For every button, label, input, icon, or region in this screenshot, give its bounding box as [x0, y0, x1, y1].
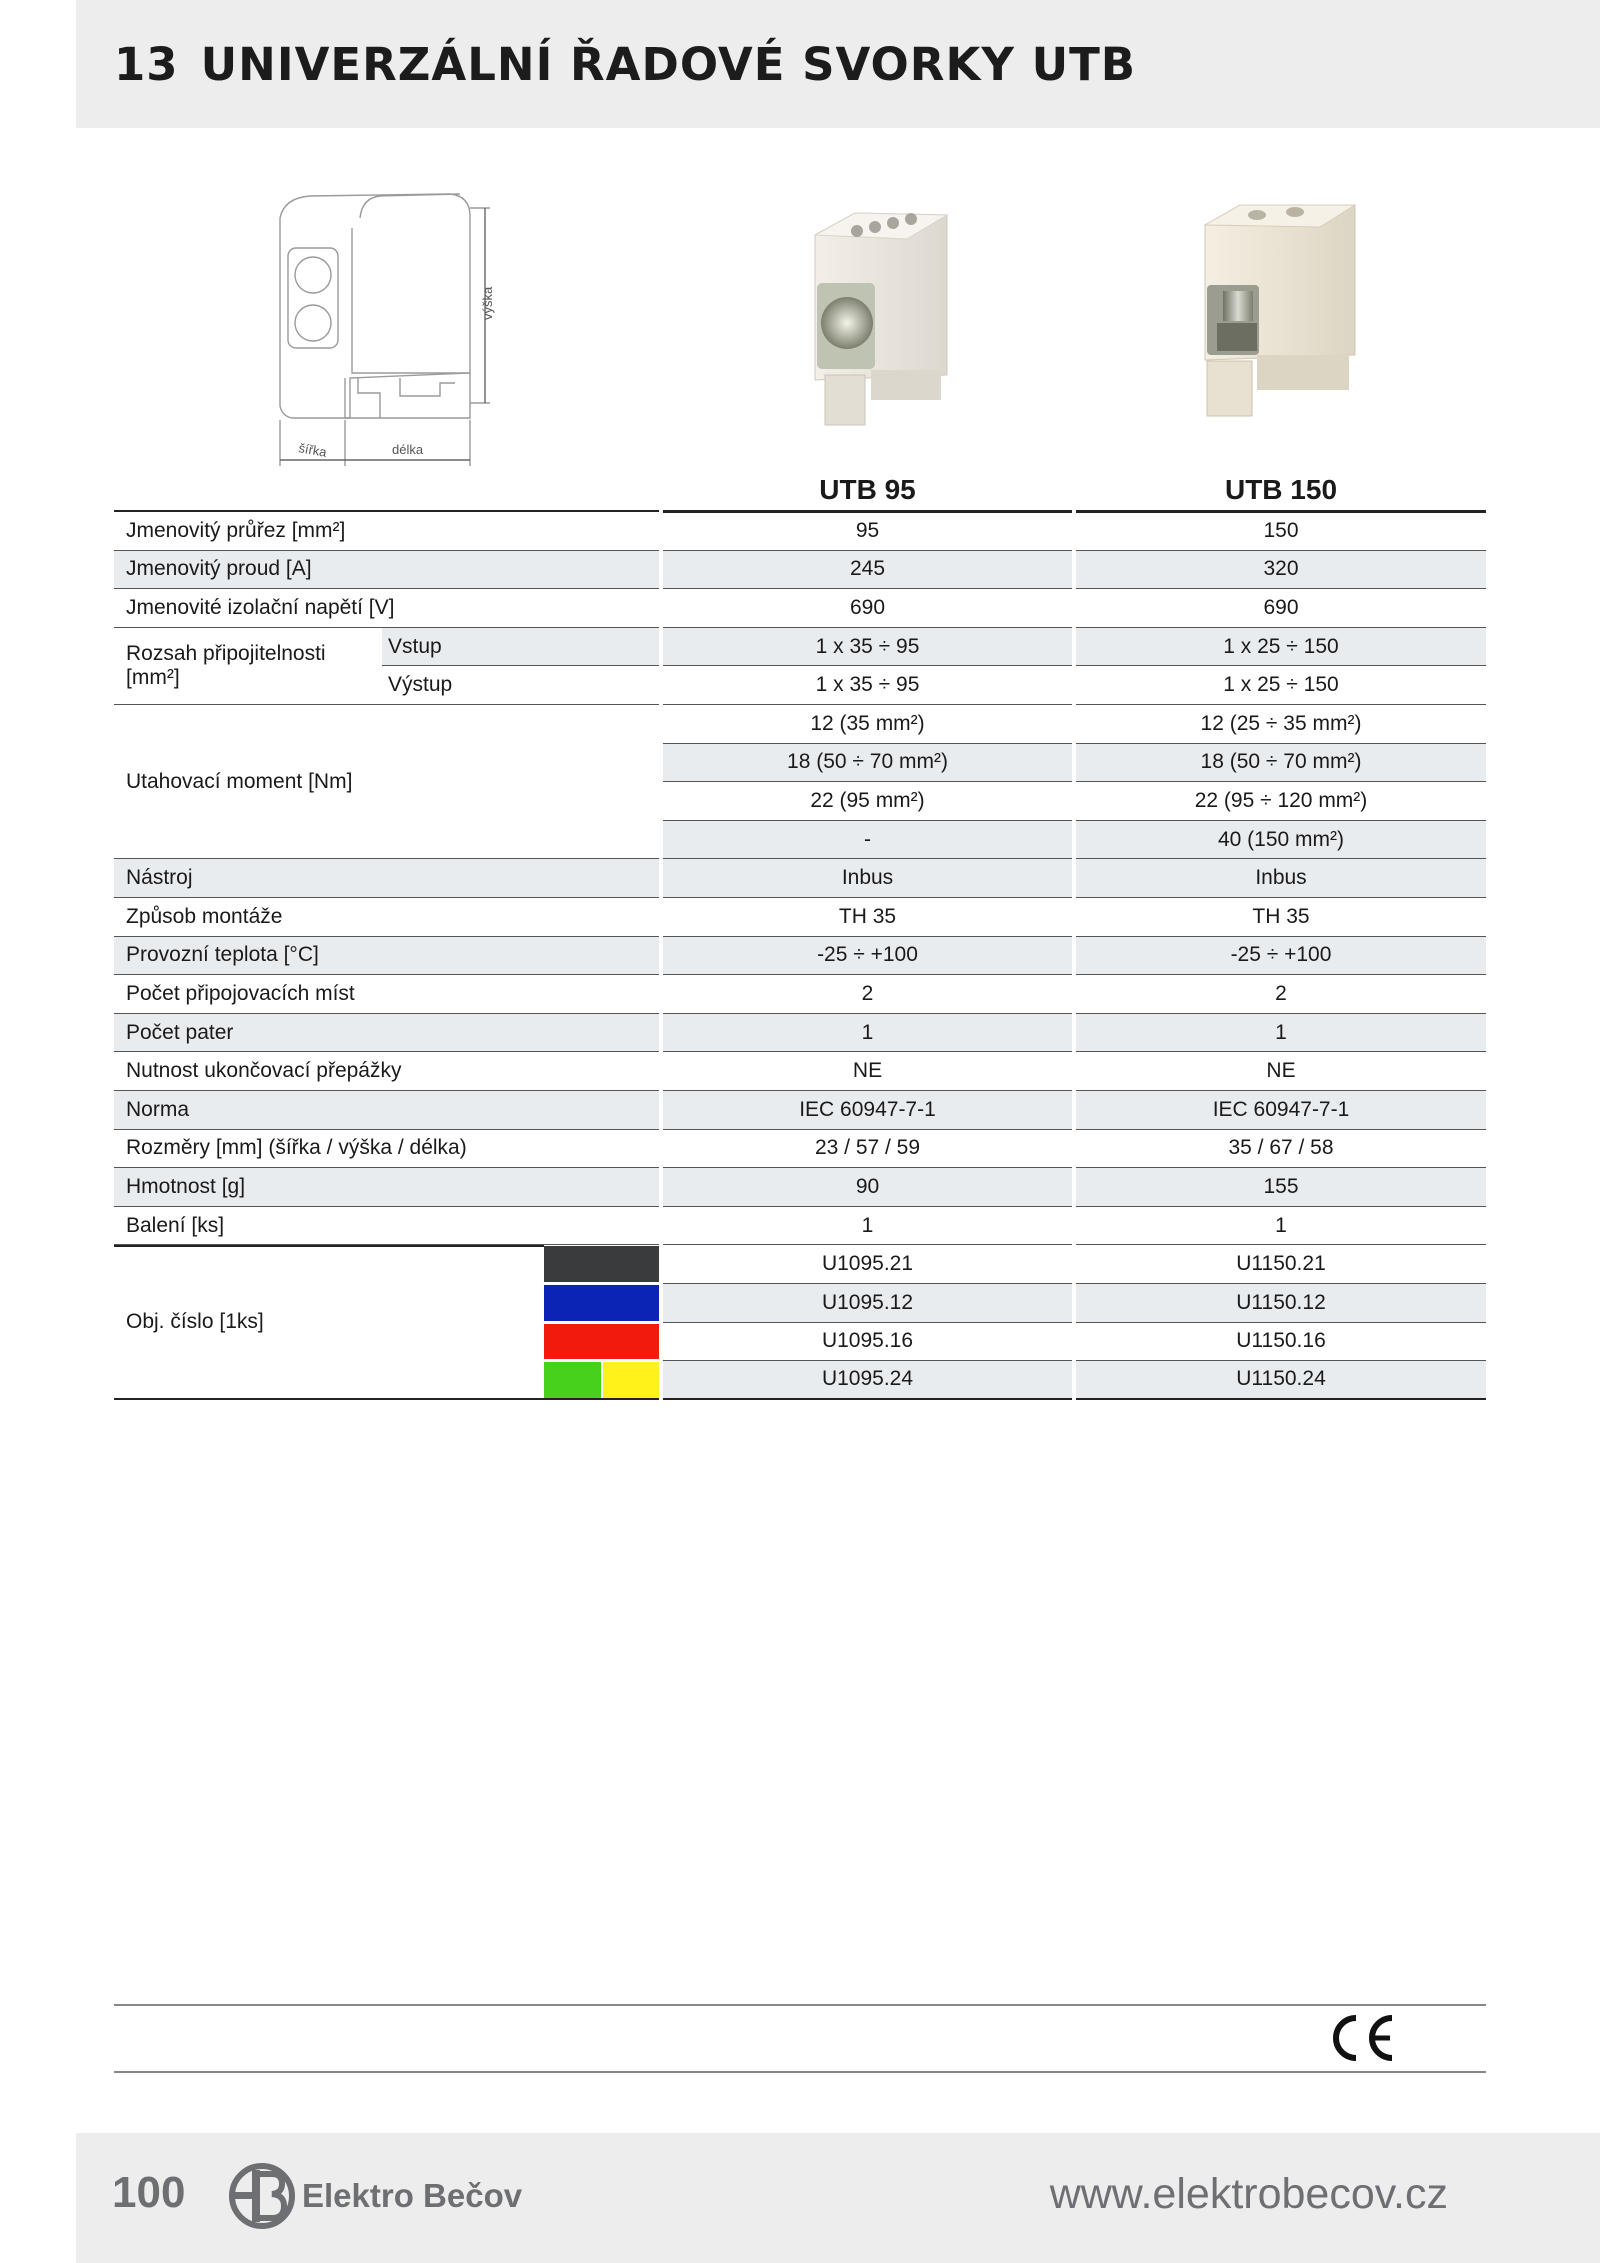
row-label: Způsob montáže: [114, 898, 659, 937]
table-row: [114, 1323, 1486, 1362]
utb95-value: 22 (95 mm²): [663, 782, 1072, 821]
utb95-order-number: U1095.12: [663, 1284, 1072, 1323]
color-swatch: [544, 1285, 659, 1321]
width-label: šířka: [297, 440, 328, 460]
table-row: [114, 1207, 1486, 1246]
utb95-order-number: U1095.16: [663, 1323, 1072, 1362]
utb150-order-number: U1150.21: [1076, 1245, 1486, 1284]
row-label: Provozní teplota [°C]: [114, 937, 659, 976]
utb150-order-number: U1150.12: [1076, 1284, 1486, 1323]
dimension-drawing: [270, 188, 520, 473]
row-label: Jmenovité izolační napětí [V]: [114, 589, 659, 628]
row-label: Rozměry [mm] (šířka / výška / délka): [114, 1130, 659, 1169]
utb95-value: -: [663, 821, 1072, 860]
utb150-photo: [1195, 195, 1360, 420]
table-row: [114, 1284, 1486, 1323]
table-row: [114, 705, 1486, 744]
utb95-value: 12 (35 mm²): [663, 705, 1072, 744]
length-label: délka: [392, 442, 424, 457]
table-row: [114, 1091, 1486, 1130]
page-number: 100: [112, 2168, 186, 2217]
utb150-value: 22 (95 ÷ 120 mm²): [1076, 782, 1486, 821]
utb150-value: 320: [1076, 551, 1486, 590]
utb95-value: NE: [663, 1052, 1072, 1091]
table-row: [114, 1052, 1486, 1091]
utb150-value: 1: [1076, 1014, 1486, 1053]
table-row: [114, 1168, 1486, 1207]
utb95-value: 95: [663, 512, 1072, 551]
utb150-value: 1 x 25 ÷ 150: [1076, 628, 1486, 667]
row-label: Jmenovitý průřez [mm²]: [114, 512, 659, 551]
utb95-order-number: U1095.24: [663, 1361, 1072, 1400]
page-title: [114, 38, 1136, 91]
utb95-value: 1 x 35 ÷ 95: [663, 666, 1072, 705]
utb95-value: Inbus: [663, 859, 1072, 898]
section-title: UNIVERZÁLNÍ ŘADOVÉ SVORKY UTB: [200, 38, 1137, 91]
utb150-value: 12 (25 ÷ 35 mm²): [1076, 705, 1486, 744]
website-url: www.elektrobecov.cz: [1049, 2170, 1448, 2218]
color-swatch: [603, 1362, 659, 1398]
range-sub-label: Vstup: [382, 628, 659, 667]
utb150-value: 1: [1076, 1207, 1486, 1246]
utb150-value: 1 x 25 ÷ 150: [1076, 666, 1486, 705]
row-label: Jmenovitý proud [A]: [114, 551, 659, 590]
table-row: [114, 859, 1486, 898]
utb95-value: IEC 60947-7-1: [663, 1091, 1072, 1130]
utb150-value: IEC 60947-7-1: [1076, 1091, 1486, 1130]
table-row: [114, 898, 1486, 937]
utb95-value: 23 / 57 / 59: [663, 1130, 1072, 1169]
table-row: [114, 666, 1486, 705]
utb95-value: 1: [663, 1207, 1072, 1246]
table-row: [114, 628, 1486, 667]
table-row: [114, 975, 1486, 1014]
row-label: Počet pater: [114, 1014, 659, 1053]
utb150-order-number: U1150.24: [1076, 1361, 1486, 1400]
table-row: [114, 821, 1486, 860]
color-swatch: [544, 1362, 601, 1398]
height-label: výška: [480, 286, 495, 320]
utb150-value: 18 (50 ÷ 70 mm²): [1076, 744, 1486, 783]
row-label: Norma: [114, 1091, 659, 1130]
column-header-utb150: UTB 150: [1076, 470, 1486, 513]
utb150-value: 155: [1076, 1168, 1486, 1207]
utb95-value: 90: [663, 1168, 1072, 1207]
range-label: Rozsah připojitelnosti [mm²]: [114, 628, 382, 705]
utb150-value: NE: [1076, 1052, 1486, 1091]
utb150-value: 35 / 67 / 58: [1076, 1130, 1486, 1169]
row-label: Hmotnost [g]: [114, 1168, 659, 1207]
table-row: [114, 1014, 1486, 1053]
utb95-value: 245: [663, 551, 1072, 590]
order-label: Obj. číslo [1ks]: [114, 1245, 659, 1399]
utb150-value: 40 (150 mm²): [1076, 821, 1486, 860]
utb150-value: -25 ÷ +100: [1076, 937, 1486, 976]
table-row: [114, 551, 1486, 590]
utb95-photo: [795, 205, 955, 430]
torque-label: Utahovací moment [Nm]: [114, 705, 659, 859]
utb95-value: 2: [663, 975, 1072, 1014]
row-label: Nástroj: [114, 859, 659, 898]
footer-rule-bottom: [114, 2071, 1486, 2073]
utb95-value: -25 ÷ +100: [663, 937, 1072, 976]
table-row: [114, 512, 1486, 551]
utb95-value: 690: [663, 589, 1072, 628]
footer-rule-top: [114, 2004, 1486, 2006]
utb150-value: 690: [1076, 589, 1486, 628]
color-swatch: [544, 1246, 659, 1282]
color-swatch: [544, 1324, 659, 1360]
table-row: [114, 782, 1486, 821]
utb95-value: 1: [663, 1014, 1072, 1053]
utb95-value: 18 (50 ÷ 70 mm²): [663, 744, 1072, 783]
column-header-utb95: UTB 95: [663, 470, 1072, 513]
utb150-value: TH 35: [1076, 898, 1486, 937]
ce-mark-icon: [1326, 2012, 1398, 2064]
utb150-value: 150: [1076, 512, 1486, 551]
table-row: [114, 1361, 1486, 1400]
table-row: [114, 1130, 1486, 1169]
table-row: [114, 744, 1486, 783]
row-label: Balení [ks]: [114, 1207, 659, 1246]
range-sub-label: Výstup: [382, 666, 659, 705]
brand-name: Elektro Bečov: [302, 2177, 523, 2214]
row-label: Nutnost ukončovací přepážky: [114, 1052, 659, 1091]
utb95-order-number: U1095.21: [663, 1245, 1072, 1284]
utb150-value: 2: [1076, 975, 1486, 1014]
table-row: [114, 937, 1486, 976]
utb95-value: 1 x 35 ÷ 95: [663, 628, 1072, 667]
utb95-value: TH 35: [663, 898, 1072, 937]
utb150-value: Inbus: [1076, 859, 1486, 898]
table-row: [114, 1245, 1486, 1284]
utb150-order-number: U1150.16: [1076, 1323, 1486, 1362]
section-number: 13: [114, 38, 179, 91]
table-row: [114, 589, 1486, 628]
row-label: Počet připojovacích míst: [114, 975, 659, 1014]
